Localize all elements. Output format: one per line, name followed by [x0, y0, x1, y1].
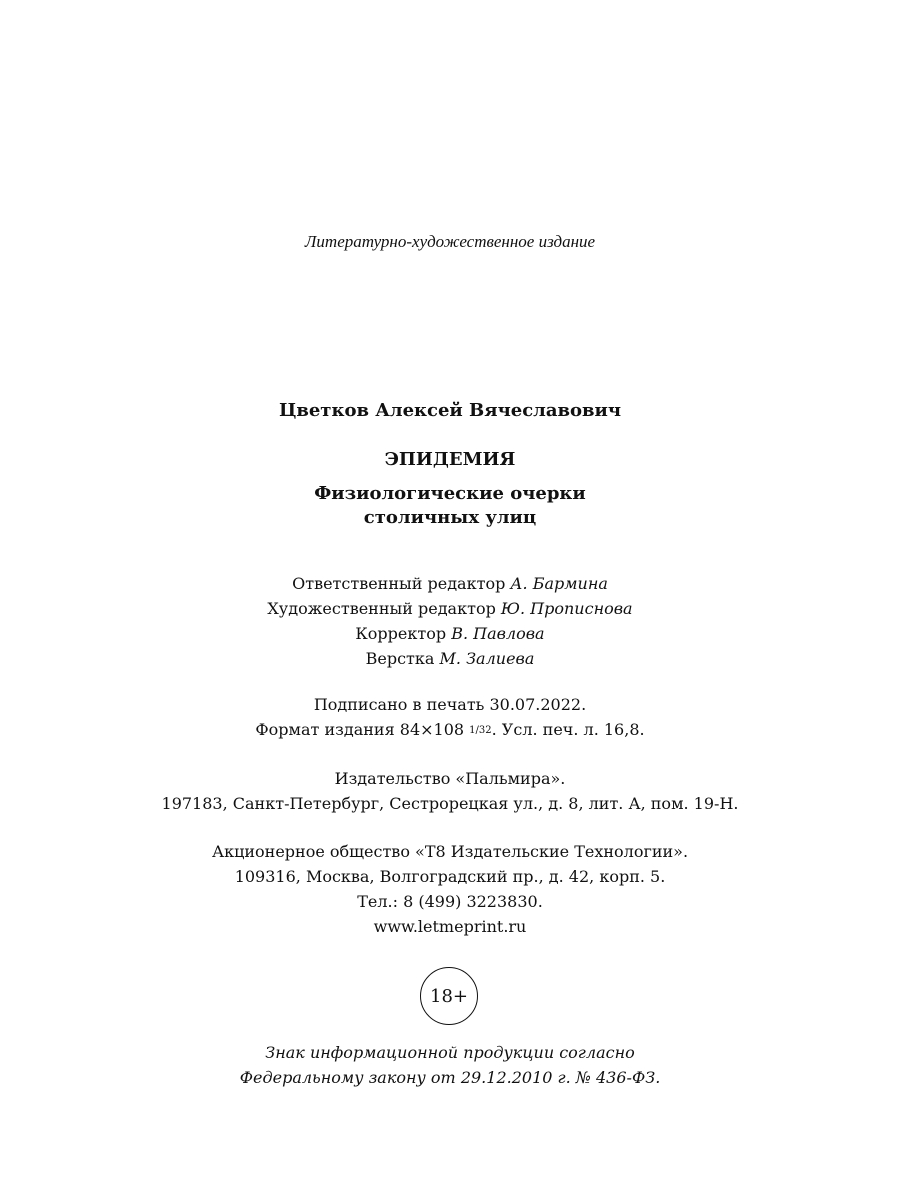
credit-line	[0, 596, 900, 621]
credit-name: Ю. Прописнова	[500, 599, 633, 618]
legal-notice	[0, 1040, 900, 1090]
age-rating-text: 18+	[430, 985, 468, 1007]
notice-line-1: Знак информационной продукции согласно	[265, 1043, 635, 1062]
printer-name: Акционерное общество «Т8 Издательские Технологии».	[211, 842, 689, 861]
signed-date: Подписано в печать 30.07.2022.	[313, 695, 587, 714]
format-suffix: . Усл. печ. л. 16,8.	[491, 720, 645, 739]
credit-line	[0, 646, 900, 671]
subtitle-line-2: столичных улиц	[363, 507, 537, 528]
notice-line-2: Федеральному закону от 29.12.2010 г. № 436-ФЗ.	[239, 1068, 661, 1087]
credit-role: Художественный редактор	[267, 599, 496, 618]
author-name	[0, 399, 900, 423]
format-prefix: Формат издания 84×108	[255, 720, 465, 739]
credit-name: В. Павлова	[451, 624, 545, 643]
print-info	[0, 692, 900, 742]
genre-text: Литературно-художественное издание	[304, 232, 596, 251]
subtitle-line-1: Физиологические очерки	[314, 483, 586, 504]
publisher-info	[0, 766, 900, 816]
credit-role: Корректор	[355, 624, 447, 643]
publisher-name: Издательство «Пальмира».	[334, 769, 566, 788]
credit-name: М. Залиева	[439, 649, 535, 668]
format-line	[0, 717, 900, 742]
credit-line	[0, 571, 900, 596]
author-text: Цветков Алексей Вячеславович	[278, 400, 622, 421]
printer-phone: Тел.: 8 (499) 3223830.	[357, 892, 543, 911]
genre-label	[0, 231, 900, 253]
age-rating-badge	[420, 967, 478, 1025]
credit-line	[0, 621, 900, 646]
book-title	[0, 448, 900, 472]
credit-role: Ответственный редактор	[292, 574, 506, 593]
book-subtitle	[0, 482, 900, 530]
format-fraction: 1/32	[469, 724, 492, 736]
credit-role: Верстка	[365, 649, 435, 668]
publisher-address: 197183, Санкт-Петербург, Сестрорецкая ул., д. 8, лит. А, пом. 19-Н.	[161, 794, 739, 813]
title-text: ЭПИДЕМИЯ	[384, 449, 516, 470]
printer-website: www.letmeprint.ru	[373, 917, 527, 936]
printer-info	[0, 839, 900, 939]
printer-address: 109316, Москва, Волгоградский пр., д. 42, корп. 5.	[234, 867, 666, 886]
credit-name: А. Бармина	[510, 574, 608, 593]
credits-list	[0, 571, 900, 671]
